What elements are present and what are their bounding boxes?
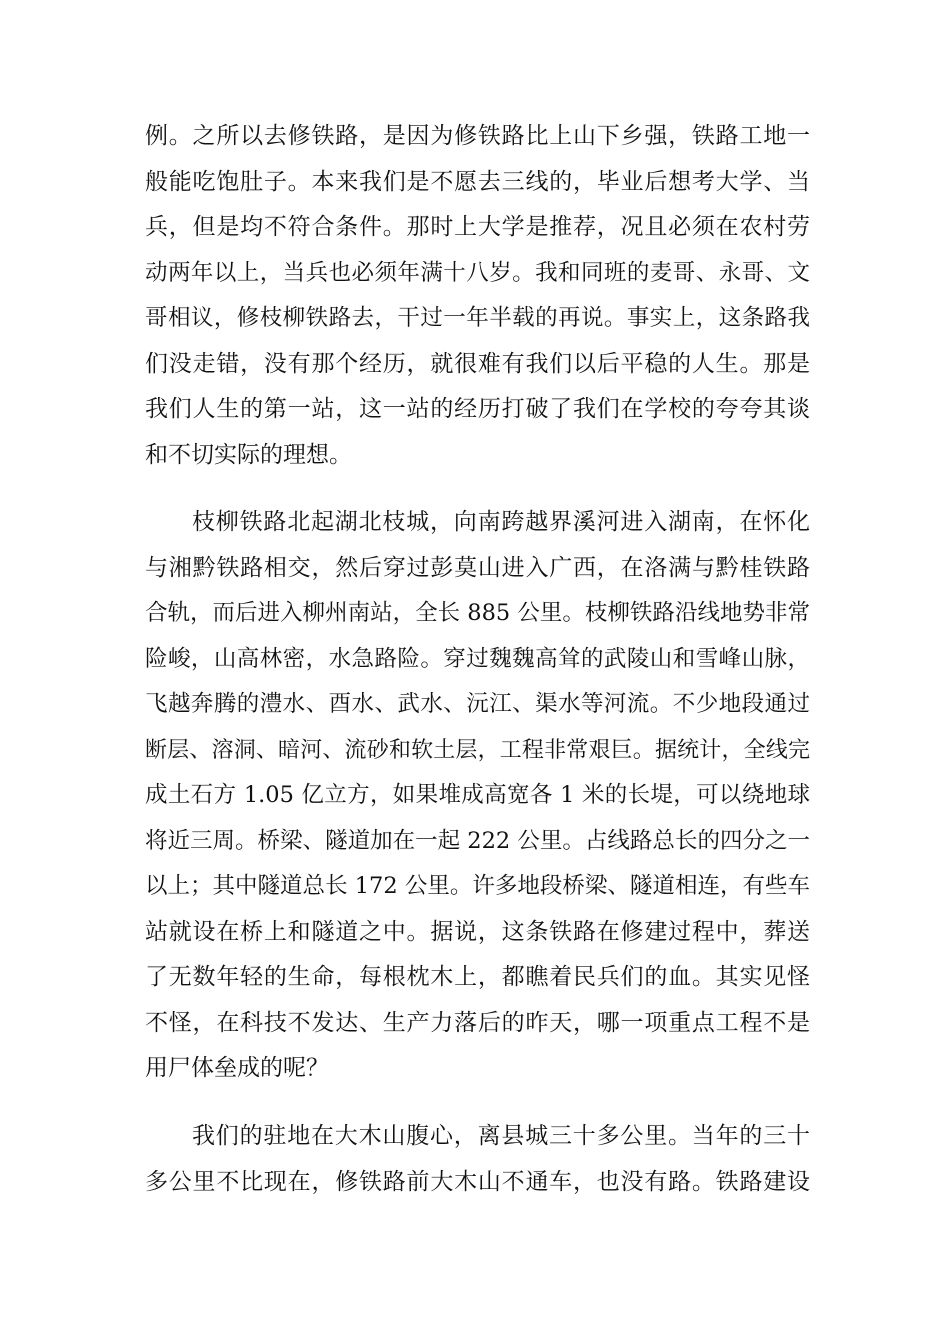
text-line: 站就设在桥上和隧道之中。据说，这条铁路在修建过程中，葬送 — [145, 918, 810, 945]
paragraph-2 — [145, 500, 810, 1092]
text-line: 用尸体垒成的呢？ — [145, 1055, 329, 1081]
text-line: 将近三周。桥梁、隧道加在一起 222 公里。占线路总长的四分之一 — [145, 827, 810, 854]
text-line: 与湘黔铁路相交，然后穿过彭莫山进入广西，在洛满与黔桂铁路 — [145, 554, 810, 581]
text-line: 般能吃饱肚子。本来我们是不愿去三线的，毕业后想考大学、当 — [145, 168, 810, 195]
text-line: 成土石方 1.05 亿立方，如果堆成高宽各 1 米的长堤，可以绕地球 — [145, 782, 810, 808]
text-line: 多公里不比现在，修铁路前大木山不通车，也没有路。铁路建设 — [145, 1168, 810, 1195]
text-line: 断层、溶洞、暗河、流砂和软土层，工程非常艰巨。据统计，全线完 — [145, 737, 810, 763]
text-line: 飞越奔腾的澧水、酉水、武水、沅江、渠水等河流。不少地段通过 — [145, 691, 810, 717]
text-line: 哥相议，修枝柳铁路去，干过一年半载的再说。事实上，这条路我 — [145, 305, 810, 331]
text-line: 们没走错，没有那个经历，就很难有我们以后平稳的人生。那是 — [145, 350, 810, 377]
text-line: 不怪，在科技不发达、生产力落后的昨天，哪一项重点工程不是 — [145, 1009, 810, 1036]
text-line: 例。之所以去修铁路，是因为修铁路比上山下乡强，铁路工地一 — [145, 123, 810, 149]
paragraph-3 — [145, 1114, 810, 1205]
text-line: 我们的驻地在大木山腹心，离县城三十多公里。当年的三十 — [192, 1123, 810, 1149]
text-line: 我们人生的第一站，这一站的经历打破了我们在学校的夸夸其谈 — [145, 396, 810, 422]
text-line: 险峻，山高林密，水急路险。穿过魏魏高耸的武陵山和雪峰山脉， — [145, 645, 810, 672]
text-line: 以上；其中隧道总长 172 公里。许多地段桥梁、隧道相连，有些车 — [145, 873, 810, 899]
text-line: 了无数年轻的生命，每根枕木上，都瞧着民兵们的血。其实见怪 — [145, 964, 810, 990]
paragraph-1 — [145, 114, 810, 478]
text-line: 合轨，而后进入柳州南站，全长 885 公里。枝柳铁路沿线地势非常 — [145, 600, 810, 626]
text-line: 和不切实际的理想。 — [145, 441, 352, 468]
text-line: 动两年以上，当兵也必须年满十八岁。我和同班的麦哥、永哥、文 — [145, 259, 810, 286]
text-line: 兵，但是均不符合条件。那时上大学是推荐，况且必须在农村劳 — [145, 214, 810, 240]
text-line: 枝柳铁路北起湖北枝城，向南跨越界溪河进入湖南，在怀化 — [192, 509, 810, 535]
